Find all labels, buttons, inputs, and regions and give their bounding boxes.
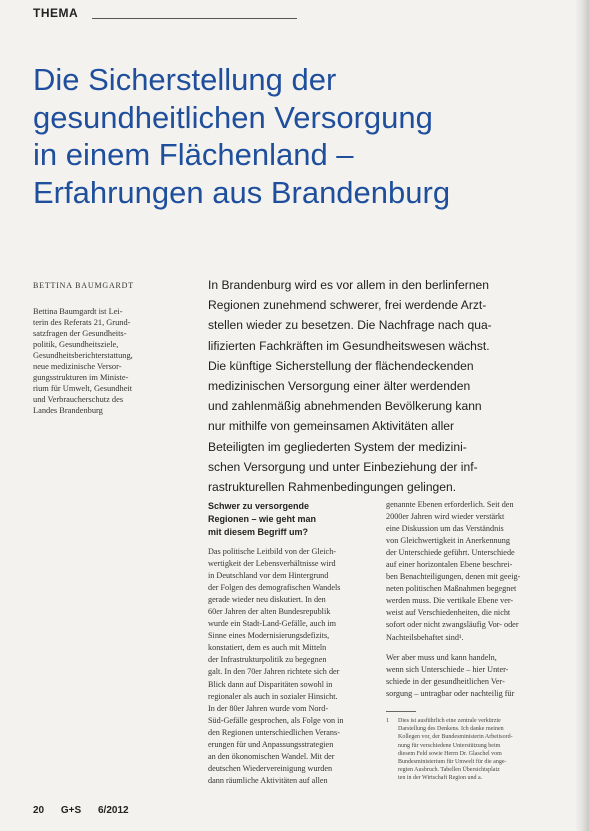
body-line: wenn sich Unterschiede – hier Unter-	[386, 664, 509, 674]
body-line: Sinne eines Modernisierungsdefizits,	[208, 631, 330, 641]
body-line: dann räumliche Aktivitäten auf allen	[208, 775, 328, 785]
footnote-line: diesem Feld sowie Herrn Dr. Glaschel vom	[398, 750, 502, 757]
body-line: sofort oder nicht zwangsläufig Vor- oder	[386, 620, 519, 630]
bio-line: gungsstrukturen im Ministe-	[33, 373, 129, 382]
footnote-line: regten Ausbruch. Tabellen Übersichtsplatz	[398, 767, 500, 774]
article-title	[33, 61, 523, 211]
lead-line: Die künftige Sicherstellung der flächendeckenden	[208, 358, 474, 373]
body-line: 60er Jahren der alten Bundesrepublik	[208, 607, 331, 617]
bio-line: und Verbraucherschutz des	[33, 395, 124, 404]
subheading-line: Schwer zu versorgende	[208, 501, 310, 511]
lead-line: rastrukturellen Rahmenbedingungen gelingen.	[208, 480, 457, 495]
body-line: in Deutschland vor dem Hintergrund	[208, 571, 329, 581]
subheading-line: Regionen – wie geht man	[208, 514, 317, 524]
body-line: erungen für und Anpassungsstrategien	[208, 739, 334, 749]
body-line: eine Diskussion um das Verständnis	[386, 524, 504, 534]
title-line: Erfahrungen aus Brandenburg	[33, 174, 451, 210]
bio-line: Landes Brandenburg	[33, 406, 103, 415]
footnote-line: Dies ist ausführlich eine zentrale verkürzte	[398, 718, 501, 724]
title-line: in einem Flächenland –	[33, 137, 354, 172]
body-line: der Folgen des demografischen Wandels	[208, 583, 341, 593]
lead-line: Regionen zunehmend schwerer, frei werdende Arzt-	[208, 298, 487, 313]
bio-line: neue medizinische Versor-	[33, 362, 122, 371]
page-number: 20	[33, 805, 45, 816]
body-line: wurde ein Stadt-Land-Gefälle, auch im	[208, 619, 336, 629]
lead-line: und zahlenmäßig abnehmenden Bevölkerung kann	[208, 399, 482, 414]
body-line: auf einer horizontalen Ebene beschrei-	[386, 560, 513, 570]
lead-line: In Brandenburg wird es vor allem in den berlinfernen	[208, 278, 490, 292]
footnote-line: nung für verschiedene Unterstützung beim	[398, 742, 501, 749]
page-edge-shadow	[575, 0, 589, 831]
body-line: gerade wieder neu diskutiert. In den	[208, 595, 326, 605]
bio-line: Bettina Baumgardt ist Lei-	[33, 307, 123, 316]
page-footer	[33, 805, 143, 816]
bio-line: satzfragen der Gesundheits-	[33, 329, 127, 338]
body-line: deutschen Wiedervereinigung wurden	[208, 763, 333, 773]
subheading-line: mit diesem Begriff um?	[208, 527, 309, 537]
footnote-line: ten in der Wirtschaft Region und a.	[398, 775, 483, 782]
body-line: an den ökonomischen Wandel. Mit der	[208, 751, 335, 761]
body-line: weist auf Verschiedenheiten, die nicht	[386, 608, 511, 618]
author-bio	[33, 306, 158, 416]
body-line: ben Benachteiligungen, denen mit geeig-	[386, 572, 521, 582]
footnote-rule	[386, 711, 416, 712]
footnote-number: 1	[386, 718, 389, 724]
publication-name: G+S	[60, 805, 82, 816]
body-line: In der 80er Jahren wurde vom Nord-	[208, 703, 329, 713]
footnote-line: Darstellung des Denkens. Ich danke meinen	[398, 726, 504, 733]
paragraph-gap	[386, 644, 556, 652]
body-line: Nachteilsbehaftet sind¹.	[386, 632, 464, 642]
lead-line: medizinischen Versorgung einer älter werdenden	[208, 379, 471, 394]
body-line: neten politischen Maßnahmen begegnet	[386, 584, 517, 594]
body-line: sorgung – untragbar oder nachteilig für	[386, 688, 515, 698]
body-line: Süd-Gefälle gesprochen, als Folge von in	[208, 715, 344, 725]
lead-line: Beteiligten im gegliederten System der medizini-	[208, 439, 467, 454]
footnote-body	[398, 717, 513, 783]
body-line: werden muss. Die vertikale Ebene ver-	[386, 596, 514, 606]
body-column-left	[208, 546, 373, 787]
body-line: konstatiert, dem es auch mit Mitteln	[208, 643, 327, 653]
body-line: der Unterschiede geführt. Unterschiede	[386, 548, 515, 558]
body-line: von Gleichwertigkeit in Anerkennung	[386, 536, 510, 546]
subheading	[208, 500, 378, 539]
body-line: Wer aber muss und kann handeln,	[386, 652, 497, 662]
bio-line: terin des Referats 21, Grund-	[33, 318, 131, 327]
footnote-line: Bundesministerium für Umwelt für die ange-	[398, 759, 507, 766]
body-line: wertigkeit der Lebensverhältnisse wird	[208, 559, 336, 569]
bio-line: rium für Umwelt, Gesundheit	[33, 384, 133, 393]
lead-line: lifizierten Fachkräften im Gesundheitswesen wächst.	[208, 338, 490, 353]
bio-line: Gesundheitsberichterstattung,	[33, 351, 133, 360]
body-line: 2000er Jahren wird wieder verstärkt	[386, 512, 505, 522]
body-line: Blick dann auf Disparitäten sowohl in	[208, 679, 333, 689]
body-line: der Infrastrukturpolitik zu begegnen	[208, 655, 327, 665]
title-line: Die Sicherstellung der	[33, 62, 337, 97]
issue-number: 6/2012	[97, 805, 129, 816]
title-line: gesundheitlichen Versorgung	[33, 99, 433, 135]
body-line: galt. In den 70er Jahren richtete sich der	[208, 667, 340, 677]
section-label: THEMA	[33, 6, 79, 20]
lead-line: schen Versorgung und unter Einbeziehung der inf-	[208, 459, 478, 474]
lead-line: nur mithilfe von gemeinsamen Aktivitäten aller	[208, 419, 455, 434]
body-line: genannte Ebenen erforderlich. Seit den	[386, 500, 514, 509]
lead-line: stellen wieder zu besetzen. Die Nachfrage nach qua-	[208, 318, 492, 333]
lead-paragraph	[208, 275, 528, 497]
author-name: BETTINA BAUMGARDT	[33, 281, 134, 290]
body-line: den Regionen unterschiedlichen Verans-	[208, 727, 340, 737]
body-line: regionaler als auch in sozialer Hinsicht.	[208, 691, 338, 701]
body-line: schiede in der gesundheitlichen Ver-	[386, 676, 505, 686]
body-column-right	[386, 499, 556, 700]
footnote-line: Kollegen vor, der Bundesministerin Arbeitsord-	[398, 734, 513, 741]
body-line: Das politische Leitbild von der Gleich-	[208, 547, 337, 556]
section-rule	[92, 18, 297, 19]
bio-line: politik, Gesundheitsziele,	[33, 340, 119, 349]
